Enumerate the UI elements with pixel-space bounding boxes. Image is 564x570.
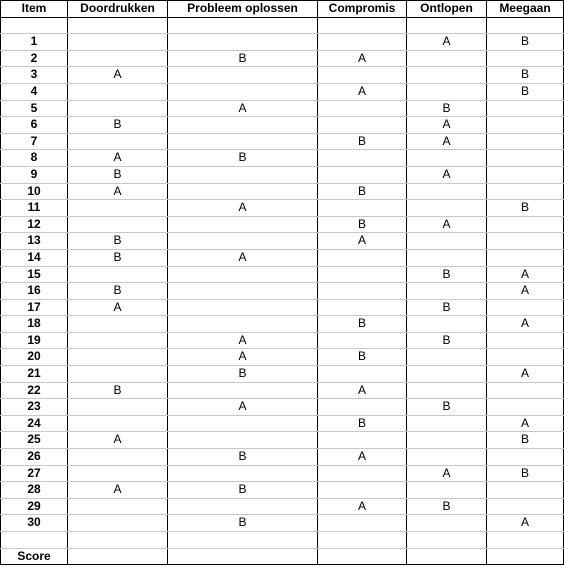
cell-meegaan: B	[487, 67, 564, 84]
table-row	[1, 432, 564, 449]
header-meegaan: Meegaan	[487, 1, 564, 18]
cell-compromis	[318, 332, 407, 349]
cell-compromis	[318, 432, 407, 449]
cell-ontlopen	[407, 366, 487, 383]
cell-meegaan: B	[487, 34, 564, 51]
cell-doordrukken: A	[68, 67, 168, 84]
cell-meegaan: A	[487, 366, 564, 383]
table-row	[1, 50, 564, 67]
cell-ontlopen	[407, 283, 487, 300]
table-row	[1, 415, 564, 432]
score-label: Score	[1, 548, 68, 565]
cell-compromis: B	[318, 183, 407, 200]
cell-compromis	[318, 366, 407, 383]
cell-probleem-oplossen: A	[168, 249, 318, 266]
cell-ontlopen: B	[407, 266, 487, 283]
cell-doordrukken	[68, 366, 168, 383]
cell-ontlopen	[407, 482, 487, 499]
table-row	[1, 133, 564, 150]
cell-doordrukken: A	[68, 183, 168, 200]
cell-meegaan	[487, 449, 564, 466]
cell-compromis	[318, 283, 407, 300]
cell-doordrukken	[68, 133, 168, 150]
cell-ontlopen: A	[407, 133, 487, 150]
score-cell-doordrukken[interactable]	[68, 548, 168, 565]
table-row	[1, 515, 564, 532]
cell-compromis: A	[318, 498, 407, 515]
cell-ontlopen: A	[407, 465, 487, 482]
item-number: 19	[1, 332, 68, 349]
table-row	[1, 150, 564, 167]
cell-compromis: B	[318, 415, 407, 432]
cell-compromis	[318, 399, 407, 416]
cell-ontlopen	[407, 183, 487, 200]
cell-compromis	[318, 100, 407, 117]
cell-probleem-oplossen	[168, 233, 318, 250]
table-row	[1, 498, 564, 515]
item-number: 4	[1, 83, 68, 100]
score-cell-ontlopen[interactable]	[407, 548, 487, 565]
cell-meegaan	[487, 216, 564, 233]
table-row	[1, 316, 564, 333]
cell-doordrukken	[68, 50, 168, 67]
cell-meegaan	[487, 133, 564, 150]
item-number: 17	[1, 299, 68, 316]
header-row	[1, 1, 564, 18]
cell-doordrukken	[68, 399, 168, 416]
cell-meegaan: B	[487, 432, 564, 449]
table-row	[1, 200, 564, 217]
cell-meegaan	[487, 100, 564, 117]
cell-meegaan	[487, 117, 564, 134]
cell-meegaan	[487, 332, 564, 349]
cell-doordrukken	[68, 100, 168, 117]
cell-compromis: B	[318, 216, 407, 233]
cell-ontlopen: B	[407, 332, 487, 349]
item-number: 30	[1, 515, 68, 532]
spacer-row	[1, 17, 564, 34]
cell-probleem-oplossen	[168, 83, 318, 100]
cell-probleem-oplossen	[168, 382, 318, 399]
cell-doordrukken	[68, 332, 168, 349]
score-cell-meegaan[interactable]	[487, 548, 564, 565]
item-number: 11	[1, 200, 68, 217]
item-number: 28	[1, 482, 68, 499]
item-number: 23	[1, 399, 68, 416]
cell-probleem-oplossen	[168, 498, 318, 515]
cell-meegaan: A	[487, 266, 564, 283]
cell-ontlopen	[407, 515, 487, 532]
cell-probleem-oplossen	[168, 299, 318, 316]
item-number: 21	[1, 366, 68, 383]
cell-doordrukken	[68, 515, 168, 532]
cell-doordrukken	[68, 349, 168, 366]
item-number: 20	[1, 349, 68, 366]
cell-meegaan	[487, 498, 564, 515]
cell-ontlopen	[407, 432, 487, 449]
item-number: 27	[1, 465, 68, 482]
cell-meegaan: A	[487, 415, 564, 432]
cell-probleem-oplossen: A	[168, 100, 318, 117]
cell-ontlopen	[407, 316, 487, 333]
item-number: 9	[1, 166, 68, 183]
cell-ontlopen	[407, 233, 487, 250]
cell-ontlopen	[407, 83, 487, 100]
cell-probleem-oplossen	[168, 34, 318, 51]
cell-compromis: A	[318, 233, 407, 250]
cell-probleem-oplossen: A	[168, 332, 318, 349]
cell-ontlopen	[407, 67, 487, 84]
cell-ontlopen	[407, 415, 487, 432]
table-row	[1, 283, 564, 300]
cell-doordrukken	[68, 449, 168, 466]
item-number: 1	[1, 34, 68, 51]
cell-doordrukken: A	[68, 150, 168, 167]
cell-compromis	[318, 465, 407, 482]
item-number: 7	[1, 133, 68, 150]
spacer-row	[1, 532, 564, 549]
item-number: 25	[1, 432, 68, 449]
table-row	[1, 216, 564, 233]
cell-ontlopen	[407, 200, 487, 217]
cell-meegaan	[487, 249, 564, 266]
table-body	[1, 17, 564, 531]
table-row	[1, 482, 564, 499]
cell-meegaan: B	[487, 465, 564, 482]
item-number: 24	[1, 415, 68, 432]
item-number: 12	[1, 216, 68, 233]
cell-compromis	[318, 249, 407, 266]
cell-ontlopen	[407, 449, 487, 466]
cell-doordrukken	[68, 316, 168, 333]
cell-meegaan	[487, 183, 564, 200]
cell-meegaan	[487, 299, 564, 316]
header-probleem-oplossen: Probleem oplossen	[168, 1, 318, 18]
item-number: 26	[1, 449, 68, 466]
cell-ontlopen: A	[407, 216, 487, 233]
cell-doordrukken: A	[68, 482, 168, 499]
cell-probleem-oplossen	[168, 266, 318, 283]
item-number: 15	[1, 266, 68, 283]
table-row	[1, 465, 564, 482]
cell-ontlopen: B	[407, 299, 487, 316]
item-number: 3	[1, 67, 68, 84]
cell-compromis	[318, 266, 407, 283]
table-row	[1, 249, 564, 266]
cell-probleem-oplossen	[168, 432, 318, 449]
cell-meegaan	[487, 233, 564, 250]
cell-doordrukken: B	[68, 382, 168, 399]
cell-ontlopen	[407, 349, 487, 366]
cell-doordrukken	[68, 200, 168, 217]
cell-probleem-oplossen	[168, 117, 318, 134]
table-row	[1, 166, 564, 183]
cell-probleem-oplossen: A	[168, 200, 318, 217]
header-doordrukken: Doordrukken	[68, 1, 168, 18]
cell-probleem-oplossen: B	[168, 150, 318, 167]
cell-compromis: B	[318, 133, 407, 150]
item-number: 14	[1, 249, 68, 266]
item-number: 5	[1, 100, 68, 117]
cell-meegaan	[487, 382, 564, 399]
header-ontlopen: Ontlopen	[407, 1, 487, 18]
cell-probleem-oplossen: B	[168, 449, 318, 466]
cell-doordrukken: A	[68, 432, 168, 449]
cell-doordrukken: B	[68, 166, 168, 183]
cell-compromis: A	[318, 449, 407, 466]
cell-doordrukken	[68, 216, 168, 233]
cell-compromis	[318, 200, 407, 217]
cell-probleem-oplossen: B	[168, 482, 318, 499]
cell-ontlopen: A	[407, 166, 487, 183]
table-row	[1, 266, 564, 283]
cell-probleem-oplossen: B	[168, 50, 318, 67]
header-compromis: Compromis	[318, 1, 407, 18]
cell-ontlopen: B	[407, 498, 487, 515]
table-row	[1, 67, 564, 84]
cell-compromis	[318, 117, 407, 134]
table-row	[1, 83, 564, 100]
table-row	[1, 449, 564, 466]
table-row	[1, 399, 564, 416]
cell-meegaan: A	[487, 316, 564, 333]
cell-ontlopen	[407, 249, 487, 266]
cell-doordrukken	[68, 83, 168, 100]
cell-probleem-oplossen	[168, 67, 318, 84]
cell-compromis: B	[318, 316, 407, 333]
cell-ontlopen	[407, 150, 487, 167]
cell-probleem-oplossen: B	[168, 366, 318, 383]
item-number: 13	[1, 233, 68, 250]
score-cell-probleem-oplossen[interactable]	[168, 548, 318, 565]
table-row	[1, 233, 564, 250]
item-number: 6	[1, 117, 68, 134]
cell-probleem-oplossen	[168, 166, 318, 183]
item-number: 10	[1, 183, 68, 200]
item-number: 16	[1, 283, 68, 300]
cell-ontlopen: B	[407, 100, 487, 117]
cell-doordrukken: B	[68, 117, 168, 134]
table-row	[1, 332, 564, 349]
cell-probleem-oplossen	[168, 283, 318, 300]
cell-meegaan	[487, 166, 564, 183]
item-number: 8	[1, 150, 68, 167]
cell-ontlopen: B	[407, 399, 487, 416]
cell-doordrukken	[68, 465, 168, 482]
header-item: Item	[1, 1, 68, 18]
table-row	[1, 299, 564, 316]
table-row	[1, 349, 564, 366]
cell-compromis	[318, 166, 407, 183]
cell-meegaan: B	[487, 83, 564, 100]
item-number: 22	[1, 382, 68, 399]
table-row	[1, 366, 564, 383]
cell-meegaan	[487, 50, 564, 67]
cell-doordrukken	[68, 266, 168, 283]
cell-probleem-oplossen: A	[168, 399, 318, 416]
table-row	[1, 117, 564, 134]
cell-compromis	[318, 515, 407, 532]
cell-meegaan	[487, 482, 564, 499]
cell-doordrukken: A	[68, 299, 168, 316]
cell-ontlopen: A	[407, 34, 487, 51]
cell-probleem-oplossen	[168, 133, 318, 150]
cell-doordrukken	[68, 34, 168, 51]
cell-ontlopen	[407, 382, 487, 399]
cell-meegaan: A	[487, 283, 564, 300]
cell-doordrukken: B	[68, 233, 168, 250]
cell-compromis	[318, 34, 407, 51]
cell-compromis: A	[318, 382, 407, 399]
cell-ontlopen: A	[407, 117, 487, 134]
table-row	[1, 100, 564, 117]
cell-probleem-oplossen	[168, 316, 318, 333]
cell-compromis	[318, 150, 407, 167]
cell-compromis	[318, 67, 407, 84]
cell-doordrukken: B	[68, 249, 168, 266]
cell-meegaan	[487, 349, 564, 366]
cell-compromis	[318, 299, 407, 316]
score-cell-compromis[interactable]	[318, 548, 407, 565]
table-row	[1, 34, 564, 51]
cell-meegaan: A	[487, 515, 564, 532]
cell-probleem-oplossen: A	[168, 349, 318, 366]
cell-doordrukken: B	[68, 283, 168, 300]
item-number: 2	[1, 50, 68, 67]
cell-probleem-oplossen: B	[168, 515, 318, 532]
cell-doordrukken	[68, 415, 168, 432]
cell-probleem-oplossen	[168, 465, 318, 482]
cell-compromis	[318, 482, 407, 499]
table-row	[1, 382, 564, 399]
cell-ontlopen	[407, 50, 487, 67]
cell-compromis: B	[318, 349, 407, 366]
table-row	[1, 183, 564, 200]
cell-meegaan: B	[487, 200, 564, 217]
score-row	[1, 548, 564, 565]
cell-meegaan	[487, 399, 564, 416]
cell-meegaan	[487, 150, 564, 167]
cell-compromis: A	[318, 50, 407, 67]
cell-probleem-oplossen	[168, 183, 318, 200]
cell-compromis: A	[318, 83, 407, 100]
cell-probleem-oplossen	[168, 415, 318, 432]
cell-probleem-oplossen	[168, 216, 318, 233]
cell-doordrukken	[68, 498, 168, 515]
item-number: 29	[1, 498, 68, 515]
item-number: 18	[1, 316, 68, 333]
